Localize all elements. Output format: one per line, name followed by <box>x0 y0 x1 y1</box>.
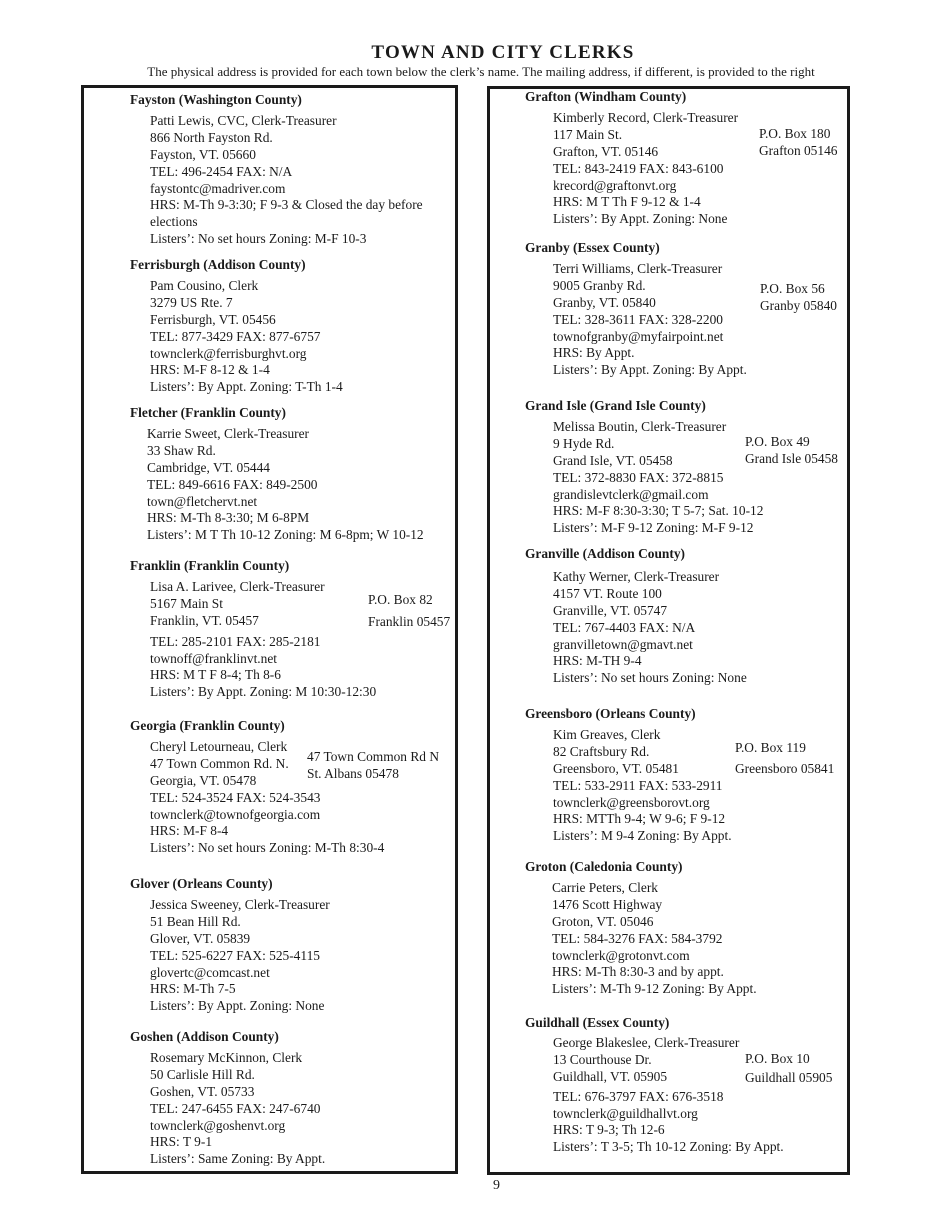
office-hours: HRS: M T F 8-4; Th 8-6 <box>150 667 281 683</box>
email: townclerk@guildhallvt.org <box>553 1105 698 1121</box>
town-entry-granby <box>525 240 747 379</box>
town-heading: Grafton (Windham County) <box>525 89 687 104</box>
email: townclerk@grotonvt.com <box>552 947 690 963</box>
town-entry-goshen <box>130 1029 326 1168</box>
email: glovertc@comcast.net <box>150 964 270 980</box>
street-address: 3279 US Rte. 7 <box>150 294 233 310</box>
email: grandislevtclerk@gmail.com <box>553 486 709 502</box>
clerk-name: Terri Williams, Clerk-Treasurer <box>553 260 723 276</box>
listers-zoning: Listers’: M 9-4 Zoning: By Appt. <box>553 828 732 844</box>
office-hours: HRS: M-F 8-4 <box>150 823 229 839</box>
phone-fax: TEL: 533-2911 FAX: 533-2911 <box>553 777 723 793</box>
city-address: Ferrisburgh, VT. 05456 <box>150 311 276 327</box>
page-number: 9 <box>493 1178 500 1193</box>
office-hours: HRS: MTTh 9-4; W 9-6; F 9-12 <box>553 811 726 827</box>
email: faystontc@madriver.com <box>150 180 286 196</box>
clerk-name: Patti Lewis, CVC, Clerk-Treasurer <box>150 112 337 128</box>
city-address: Fayston, VT. 05660 <box>150 146 256 162</box>
office-hours: HRS: M T Th F 9-12 & 1-4 <box>553 194 701 210</box>
clerk-name: Melissa Boutin, Clerk-Treasurer <box>553 418 727 434</box>
town-heading: Franklin (Franklin County) <box>130 558 290 573</box>
office-hours: HRS: M-F 8:30-3:30; T 5-7; Sat. 10-12 <box>553 503 764 519</box>
city-address: Greensboro, VT. 05481 <box>553 760 679 776</box>
street-address: 9005 Granby Rd. <box>553 277 646 293</box>
mailing-address-grand-isle <box>745 433 838 467</box>
town-entry-granville <box>525 546 747 687</box>
phone-fax: TEL: 525-6227 FAX: 525-4115 <box>150 947 320 963</box>
street-address: 33 Shaw Rd. <box>147 442 216 458</box>
town-heading: Ferrisburgh (Addison County) <box>130 257 306 272</box>
street-address: 866 North Fayston Rd. <box>150 129 273 145</box>
email: granvilletown@gmavt.net <box>553 636 693 652</box>
phone-fax: TEL: 877-3429 FAX: 877-6757 <box>150 328 321 344</box>
town-heading: Groton (Caledonia County) <box>525 859 683 874</box>
street-address: 9 Hyde Rd. <box>553 435 615 451</box>
listers-zoning: Listers’: By Appt. Zoning: By Appt. <box>553 362 747 378</box>
listers-zoning: Listers’: No set hours Zoning: M-F 10-3 <box>150 231 367 247</box>
phone-fax: TEL: 328-3611 FAX: 328-2200 <box>553 311 723 327</box>
mailing-town: St. Albans 05478 <box>307 766 399 781</box>
listers-zoning: Listers’: M-Th 9-12 Zoning: By Appt. <box>552 981 757 997</box>
email: krecord@graftonvt.org <box>553 177 677 193</box>
town-heading: Fletcher (Franklin County) <box>130 405 286 420</box>
listers-zoning: Listers’: M-F 9-12 Zoning: M-F 9-12 <box>553 520 754 536</box>
page-title: TOWN AND CITY CLERKS <box>371 42 635 63</box>
office-hours: HRS: T 9-1 <box>150 1134 213 1150</box>
town-heading: Georgia (Franklin County) <box>130 718 285 733</box>
city-address: Grafton, VT. 05146 <box>553 143 659 159</box>
city-address: Granville, VT. 05747 <box>553 602 668 618</box>
phone-fax: TEL: 247-6455 FAX: 247-6740 <box>150 1100 321 1116</box>
clerk-name: Cheryl Letourneau, Clerk <box>150 738 288 754</box>
street-address: 1476 Scott Highway <box>552 896 663 912</box>
mailing-address-georgia <box>307 748 439 782</box>
office-hours: HRS: M-Th 8-3:30; M 6-8PM <box>147 510 310 526</box>
town-entry-franklin <box>130 558 377 701</box>
listers-zoning: Listers’: M T Th 10-12 Zoning: M 6-8pm; W 10-12 <box>147 527 424 543</box>
office-hours: HRS: By Appt. <box>553 345 635 361</box>
street-address: 117 Main St. <box>553 126 623 142</box>
office-hours: HRS: M-Th 8:30-3 and by appt. <box>552 964 724 980</box>
city-address: Glover, VT. 05839 <box>150 930 251 946</box>
office-hours: HRS: M-F 8-12 & 1-4 <box>150 362 270 378</box>
town-entry-grafton <box>525 89 739 228</box>
town-entry-glover <box>130 876 330 1015</box>
clerk-name: Lisa A. Larivee, Clerk-Treasurer <box>150 578 325 594</box>
phone-fax: TEL: 767-4403 FAX: N/A <box>553 619 696 635</box>
mailing-po-box: P.O. Box 119 <box>735 740 806 755</box>
phone-fax: TEL: 524-3524 FAX: 524-3543 <box>150 789 321 805</box>
mailing-town: Greensboro 05841 <box>735 761 835 776</box>
mailing-po-box: P.O. Box 82 <box>368 592 433 607</box>
office-hours: HRS: M-Th 7-5 <box>150 981 236 997</box>
listers-zoning: Listers’: No set hours Zoning: None <box>553 670 747 686</box>
mailing-address-franklin <box>368 589 450 633</box>
town-entry-fletcher <box>130 405 424 544</box>
city-address: Goshen, VT. 05733 <box>150 1083 255 1099</box>
town-heading: Granville (Addison County) <box>525 546 685 561</box>
listers-zoning: Listers’: Same Zoning: By Appt. <box>150 1151 326 1167</box>
clerk-name: Carrie Peters, Clerk <box>552 879 658 895</box>
town-heading: Guildhall (Essex County) <box>525 1015 670 1030</box>
phone-fax: TEL: 849-6616 FAX: 849-2500 <box>147 476 318 492</box>
listers-zoning: Listers’: By Appt. Zoning: T-Th 1-4 <box>150 379 343 395</box>
email: townoff@franklinvt.net <box>150 650 277 666</box>
city-address: Groton, VT. 05046 <box>552 913 654 929</box>
street-address: 5167 Main St <box>150 595 223 611</box>
city-address: Granby, VT. 05840 <box>553 294 656 310</box>
mailing-town: Franklin 05457 <box>368 614 451 629</box>
email: townclerk@ferrisburghvt.org <box>150 345 307 361</box>
phone-fax: TEL: 584-3276 FAX: 584-3792 <box>552 930 723 946</box>
town-heading: Goshen (Addison County) <box>130 1029 279 1044</box>
mailing-town: Grafton 05146 <box>759 143 838 158</box>
email: townclerk@greensborovt.org <box>553 794 710 810</box>
listers-zoning: Listers’: By Appt. Zoning: None <box>150 998 325 1014</box>
street-address: 47 Town Common Rd. N. <box>150 755 289 771</box>
email: townofgranby@myfairpoint.net <box>553 328 724 344</box>
clerk-name: George Blakeslee, Clerk-Treasurer <box>553 1034 740 1050</box>
city-address: Georgia, VT. 05478 <box>150 772 257 788</box>
mailing-town: Guildhall 05905 <box>745 1070 833 1085</box>
town-heading: Granby (Essex County) <box>525 240 660 255</box>
street-address: 13 Courthouse Dr. <box>553 1051 652 1067</box>
phone-fax: TEL: 285-2101 FAX: 285-2181 <box>150 633 321 649</box>
email: townclerk@goshenvt.org <box>150 1117 286 1133</box>
street-address: 4157 VT. Route 100 <box>553 585 662 601</box>
town-heading: Greensboro (Orleans County) <box>525 706 696 721</box>
town-heading: Grand Isle (Grand Isle County) <box>525 398 706 413</box>
clerk-name: Kim Greaves, Clerk <box>553 726 661 742</box>
email: townclerk@townofgeorgia.com <box>150 806 321 822</box>
email: town@fletchervt.net <box>147 493 258 509</box>
mailing-town: Granby 05840 <box>760 298 837 313</box>
mailing-address-grafton <box>759 125 837 159</box>
town-entry-georgia <box>130 718 385 857</box>
city-address: Cambridge, VT. 05444 <box>147 459 270 475</box>
city-address: Grand Isle, VT. 05458 <box>553 452 673 468</box>
mailing-po-box: P.O. Box 10 <box>745 1051 810 1066</box>
town-entry-groton <box>525 859 757 998</box>
town-entry-fayston <box>130 92 450 248</box>
phone-fax: TEL: 843-2419 FAX: 843-6100 <box>553 160 724 176</box>
mailing-po-box: P.O. Box 180 <box>759 126 831 141</box>
mailing-town: Grand Isle 05458 <box>745 451 838 466</box>
clerk-name: Jessica Sweeney, Clerk-Treasurer <box>150 896 330 912</box>
clerk-name: Karrie Sweet, Clerk-Treasurer <box>147 425 309 441</box>
mailing-address-guildhall <box>745 1049 832 1087</box>
street-address: 50 Carlisle Hill Rd. <box>150 1066 255 1082</box>
clerk-name: Pam Cousino, Clerk <box>150 277 259 293</box>
listers-zoning: Listers’: No set hours Zoning: M-Th 8:30-4 <box>150 840 385 856</box>
mailing-address-granby <box>760 280 837 314</box>
listers-zoning: Listers’: By Appt. Zoning: M 10:30-12:30 <box>150 684 377 700</box>
office-hours: HRS: M-TH 9-4 <box>553 653 642 669</box>
town-heading: Glover (Orleans County) <box>130 876 273 891</box>
phone-fax: TEL: 496-2454 FAX: N/A <box>150 163 293 179</box>
mailing-po-box: P.O. Box 49 <box>745 434 810 449</box>
clerk-name: Kimberly Record, Clerk-Treasurer <box>553 109 739 125</box>
town-entry-ferrisburgh <box>130 257 343 396</box>
phone-fax: TEL: 372-8830 FAX: 372-8815 <box>553 469 724 485</box>
listers-zoning: Listers’: T 3-5; Th 10-12 Zoning: By Appt. <box>553 1139 784 1155</box>
clerk-name: Kathy Werner, Clerk-Treasurer <box>553 568 720 584</box>
street-address: 51 Bean Hill Rd. <box>150 913 241 929</box>
town-entry-grand-isle <box>525 398 764 537</box>
town-heading: Fayston (Washington County) <box>130 92 302 107</box>
mailing-address-greensboro <box>735 737 834 779</box>
mailing-street: 47 Town Common Rd N <box>307 749 439 764</box>
listers-zoning: Listers’: By Appt. Zoning: None <box>553 211 728 227</box>
page-subtitle: The physical address is provided for each town below the clerk’s name. The mailing address, if different, is provided to the right <box>147 64 815 79</box>
office-hours: HRS: M-Th 9-3:30; F 9-3 & Closed the day before elections <box>150 197 423 230</box>
office-hours: HRS: T 9-3; Th 12-6 <box>553 1122 665 1138</box>
city-address: Franklin, VT. 05457 <box>150 612 259 628</box>
mailing-po-box: P.O. Box 56 <box>760 281 825 296</box>
street-address: 82 Craftsbury Rd. <box>553 743 650 759</box>
city-address: Guildhall, VT. 05905 <box>553 1068 668 1084</box>
town-entry-greensboro <box>525 706 732 845</box>
clerk-name: Rosemary McKinnon, Clerk <box>150 1049 303 1065</box>
phone-fax: TEL: 676-3797 FAX: 676-3518 <box>553 1088 724 1104</box>
